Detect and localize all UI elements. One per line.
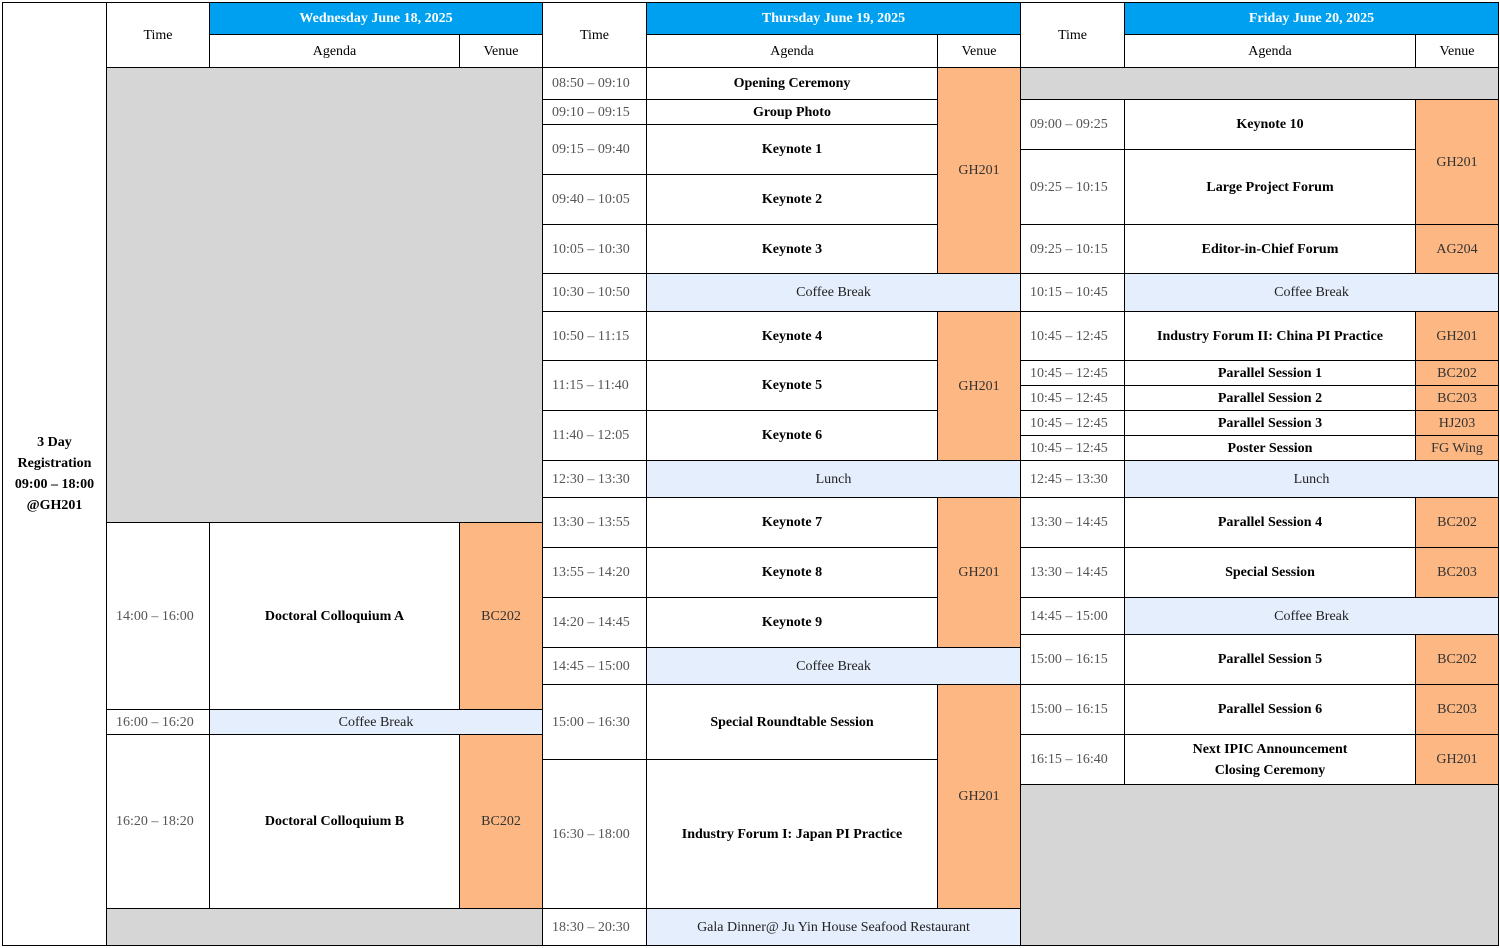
thu-session-2-title: Keynote 1 bbox=[646, 124, 938, 175]
fri-agenda-header: Agenda bbox=[1124, 34, 1416, 68]
thu-session-4-time: 10:05 – 10:30 bbox=[542, 224, 647, 274]
fri-session-8-title: Poster Session bbox=[1124, 435, 1416, 461]
fri-session-7-venue: HJ203 bbox=[1415, 410, 1499, 436]
fri-session-12-time: 14:45 – 15:00 bbox=[1020, 597, 1125, 635]
fri-session-15-venue: GH201 bbox=[1415, 734, 1499, 785]
fri-venue-header: Venue bbox=[1415, 34, 1499, 68]
fri-session-6-title: Parallel Session 2 bbox=[1124, 385, 1416, 411]
registration-cell: 3 Day Registration 09:00 – 18:00 @GH201 bbox=[2, 2, 107, 946]
fri-session-1-time: 09:25 – 10:15 bbox=[1020, 149, 1125, 225]
fri-session-14-time: 15:00 – 16:15 bbox=[1020, 684, 1125, 735]
fri-empty-top bbox=[1020, 67, 1499, 100]
fri-session-9-lunch: Lunch bbox=[1124, 460, 1499, 498]
thu-venue-header: Venue bbox=[937, 34, 1021, 68]
fri-session-2-venue: AG204 bbox=[1415, 224, 1499, 274]
thu-session-6-title: Keynote 4 bbox=[646, 311, 938, 361]
fri-session-13-time: 15:00 – 16:15 bbox=[1020, 634, 1125, 685]
thu-session-9-time: 12:30 – 13:30 bbox=[542, 460, 647, 498]
thu-session-6-time: 10:50 – 11:15 bbox=[542, 311, 647, 361]
fri-venue-block-1: GH201 bbox=[1415, 99, 1499, 225]
fri-session-3-break: Coffee Break bbox=[1124, 273, 1499, 312]
thu-session-16-time: 18:30 – 20:30 bbox=[542, 908, 647, 946]
thu-session-9-lunch: Lunch bbox=[646, 460, 1021, 498]
wed-date-header: Wednesday June 18, 2025 bbox=[209, 2, 543, 35]
wed-session-1-break: Coffee Break bbox=[209, 709, 543, 735]
wed-time-header: Time bbox=[106, 2, 210, 68]
thu-session-0-title: Opening Ceremony bbox=[646, 67, 938, 100]
fri-session-4-time: 10:45 – 12:45 bbox=[1020, 311, 1125, 361]
thu-session-8-title: Keynote 6 bbox=[646, 410, 938, 461]
thu-session-11-title: Keynote 8 bbox=[646, 547, 938, 598]
thu-session-14-time: 15:00 – 16:30 bbox=[542, 684, 647, 760]
fri-session-10-venue: BC202 bbox=[1415, 497, 1499, 548]
fri-session-0-title: Keynote 10 bbox=[1124, 99, 1416, 150]
fri-session-11-venue: BC203 bbox=[1415, 547, 1499, 598]
fri-session-6-time: 10:45 – 12:45 bbox=[1020, 385, 1125, 411]
fri-session-7-title: Parallel Session 3 bbox=[1124, 410, 1416, 436]
wed-session-1-time: 16:00 – 16:20 bbox=[106, 709, 210, 735]
wed-agenda-header: Agenda bbox=[209, 34, 460, 68]
thu-agenda-header: Agenda bbox=[646, 34, 938, 68]
thu-session-1-title: Group Photo bbox=[646, 99, 938, 125]
thu-session-13-time: 14:45 – 15:00 bbox=[542, 647, 647, 685]
thu-venue-block-4: GH201 bbox=[937, 684, 1021, 909]
thu-session-2-time: 09:15 – 09:40 bbox=[542, 124, 647, 175]
fri-session-11-title: Special Session bbox=[1124, 547, 1416, 598]
fri-time-header: Time bbox=[1020, 2, 1125, 68]
fri-date-header: Friday June 20, 2025 bbox=[1124, 2, 1499, 35]
thu-session-5-time: 10:30 – 10:50 bbox=[542, 273, 647, 312]
thu-session-15-time: 16:30 – 18:00 bbox=[542, 759, 647, 909]
thu-session-3-title: Keynote 2 bbox=[646, 174, 938, 225]
wed-session-2-venue: BC202 bbox=[459, 734, 543, 909]
fri-session-15-title: Next IPIC Announcement Closing Ceremony bbox=[1124, 734, 1416, 785]
wed-session-2-time: 16:20 – 18:20 bbox=[106, 734, 210, 909]
wed-session-0-title: Doctoral Colloquium A bbox=[209, 522, 460, 710]
fri-session-4-venue: GH201 bbox=[1415, 311, 1499, 361]
wed-session-0-venue: BC202 bbox=[459, 522, 543, 710]
thu-session-14-title: Special Roundtable Session bbox=[646, 684, 938, 760]
fri-session-4-title: Industry Forum II: China PI Practice bbox=[1124, 311, 1416, 361]
fri-session-12-break: Coffee Break bbox=[1124, 597, 1499, 635]
fri-session-10-time: 13:30 – 14:45 bbox=[1020, 497, 1125, 548]
thu-session-11-time: 13:55 – 14:20 bbox=[542, 547, 647, 598]
thu-session-7-title: Keynote 5 bbox=[646, 360, 938, 411]
fri-session-11-time: 13:30 – 14:45 bbox=[1020, 547, 1125, 598]
fri-empty-bottom bbox=[1020, 784, 1499, 946]
thu-session-5-break: Coffee Break bbox=[646, 273, 1021, 312]
thu-venue-block-2: GH201 bbox=[937, 311, 1021, 461]
fri-session-14-title: Parallel Session 6 bbox=[1124, 684, 1416, 735]
fri-session-2-title: Editor-in-Chief Forum bbox=[1124, 224, 1416, 274]
wed-session-2-title: Doctoral Colloquium B bbox=[209, 734, 460, 909]
thu-session-4-title: Keynote 3 bbox=[646, 224, 938, 274]
thu-date-header: Thursday June 19, 2025 bbox=[646, 2, 1021, 35]
thu-session-0-time: 08:50 – 09:10 bbox=[542, 67, 647, 100]
thu-session-12-title: Keynote 9 bbox=[646, 597, 938, 648]
fri-session-5-title: Parallel Session 1 bbox=[1124, 360, 1416, 386]
thu-venue-block-1: GH201 bbox=[937, 67, 1021, 274]
fri-session-3-time: 10:15 – 10:45 bbox=[1020, 273, 1125, 312]
fri-session-1-title: Large Project Forum bbox=[1124, 149, 1416, 225]
fri-session-8-time: 10:45 – 12:45 bbox=[1020, 435, 1125, 461]
wed-empty-bottom bbox=[106, 908, 543, 946]
fri-session-9-time: 12:45 – 13:30 bbox=[1020, 460, 1125, 498]
thu-venue-block-3: GH201 bbox=[937, 497, 1021, 648]
thu-session-16-dinner: Gala Dinner@ Ju Yin House Seafood Restaurant bbox=[646, 908, 1021, 946]
thu-session-8-time: 11:40 – 12:05 bbox=[542, 410, 647, 461]
thu-session-1-time: 09:10 – 09:15 bbox=[542, 99, 647, 125]
fri-session-14-venue: BC203 bbox=[1415, 684, 1499, 735]
fri-session-15-time: 16:15 – 16:40 bbox=[1020, 734, 1125, 785]
thu-session-10-time: 13:30 – 13:55 bbox=[542, 497, 647, 548]
fri-session-7-time: 10:45 – 12:45 bbox=[1020, 410, 1125, 436]
fri-session-6-venue: BC203 bbox=[1415, 385, 1499, 411]
thu-session-3-time: 09:40 – 10:05 bbox=[542, 174, 647, 225]
thu-session-12-time: 14:20 – 14:45 bbox=[542, 597, 647, 648]
wed-empty-block bbox=[106, 67, 543, 523]
thu-session-10-title: Keynote 7 bbox=[646, 497, 938, 548]
fri-session-2-time: 09:25 – 10:15 bbox=[1020, 224, 1125, 274]
fri-session-8-venue: FG Wing bbox=[1415, 435, 1499, 461]
wed-session-0-time: 14:00 – 16:00 bbox=[106, 522, 210, 710]
thu-session-13-break: Coffee Break bbox=[646, 647, 1021, 685]
thu-time-header: Time bbox=[542, 2, 647, 68]
fri-session-0-time: 09:00 – 09:25 bbox=[1020, 99, 1125, 150]
fri-session-13-venue: BC202 bbox=[1415, 634, 1499, 685]
fri-session-5-venue: BC202 bbox=[1415, 360, 1499, 386]
fri-session-10-title: Parallel Session 4 bbox=[1124, 497, 1416, 548]
fri-session-5-time: 10:45 – 12:45 bbox=[1020, 360, 1125, 386]
fri-session-13-title: Parallel Session 5 bbox=[1124, 634, 1416, 685]
thu-session-15-title: Industry Forum I: Japan PI Practice bbox=[646, 759, 938, 909]
thu-session-7-time: 11:15 – 11:40 bbox=[542, 360, 647, 411]
wed-venue-header: Venue bbox=[459, 34, 543, 68]
